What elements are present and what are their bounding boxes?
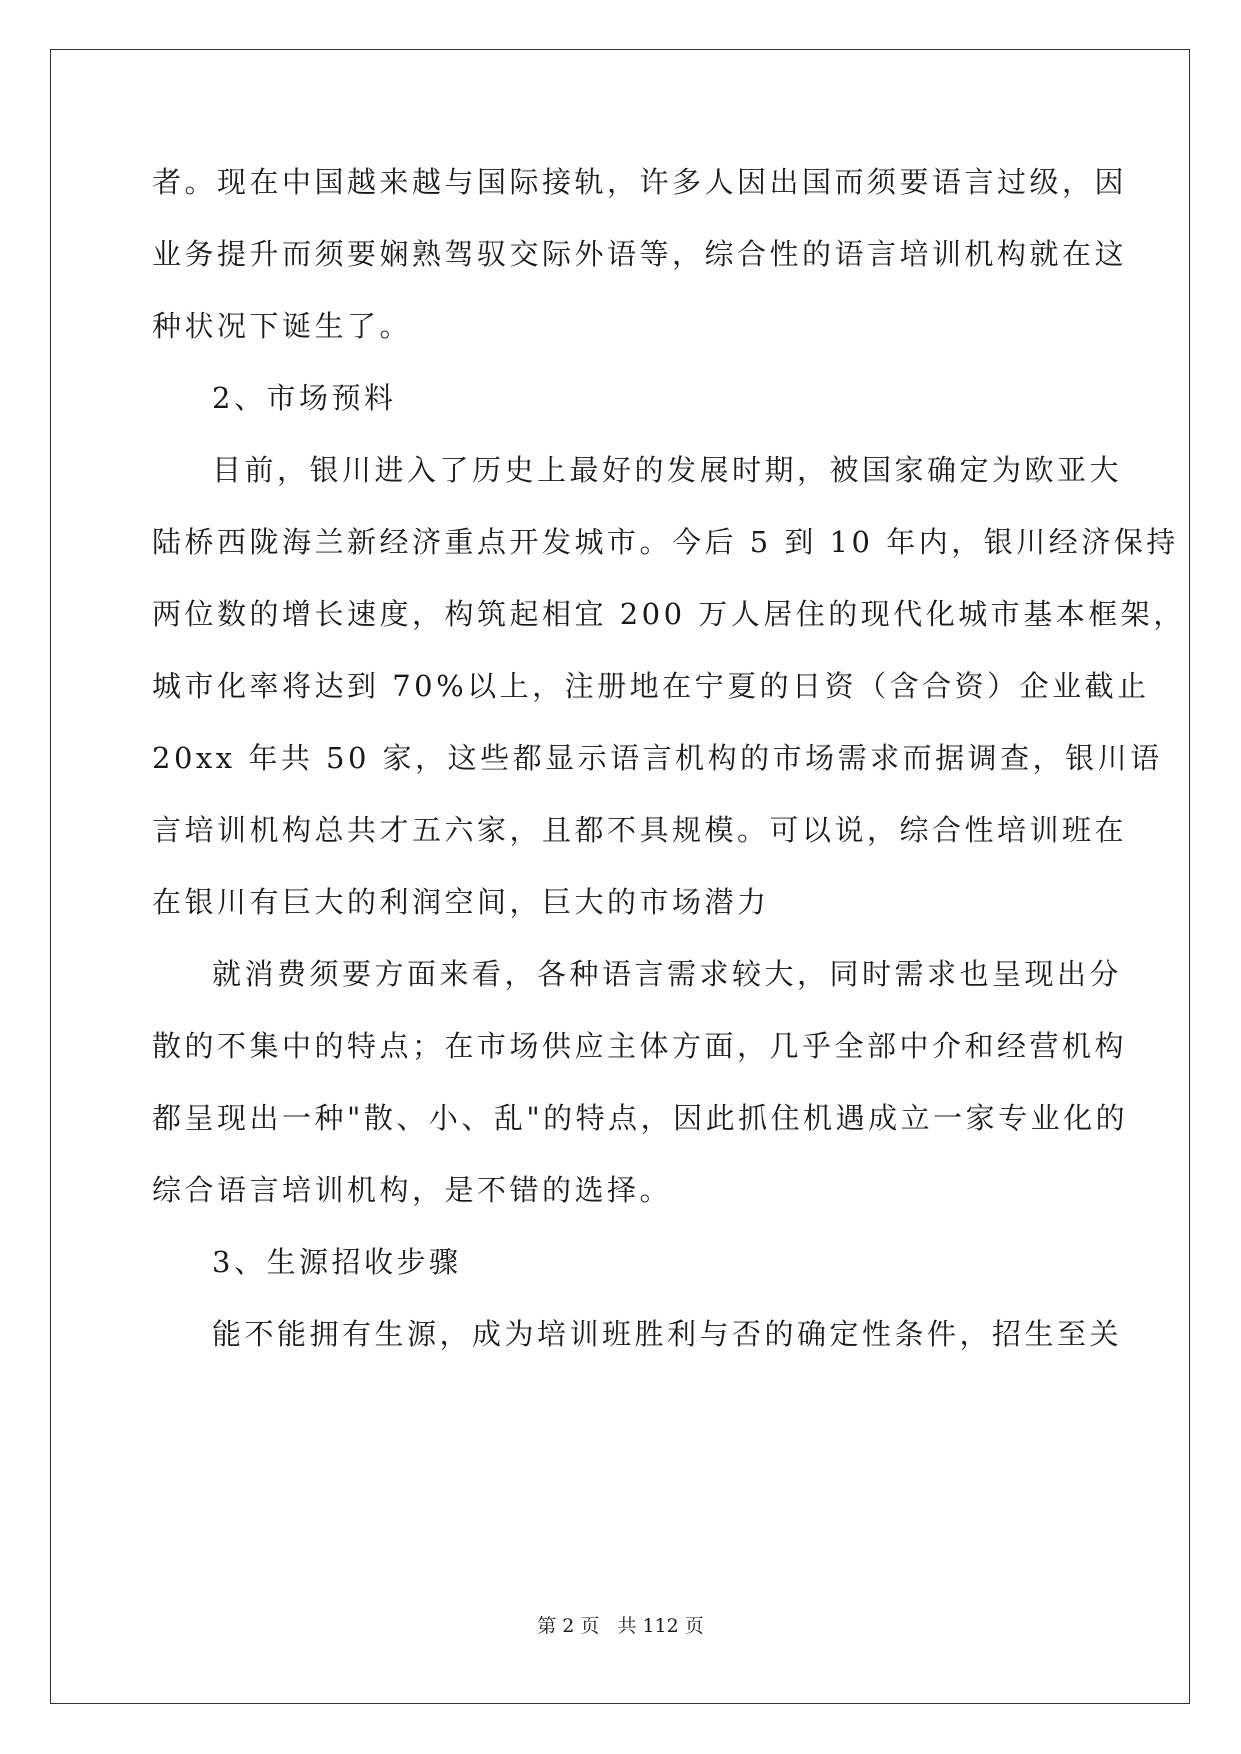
- text-line: 言培训机构总共才五六家，且都不具规模。可以说，综合性培训班在: [152, 813, 1128, 847]
- text-line: 城市化率将达到 70%以上，注册地在宁夏的日资（含合资）企业截止: [152, 669, 1150, 703]
- text-line: 能不能拥有生源，成为培训班胜利与否的确定性条件，招生至关: [212, 1317, 1123, 1351]
- text-line: 20xx 年共 50 家，这些都显示语言机构的市场需求而据调查，银川语: [152, 741, 1163, 775]
- page-total: 共 112 页: [617, 1615, 704, 1637]
- text-line: 目前，银川进入了历史上最好的发展时期，被国家确定为欧亚大: [212, 453, 1123, 487]
- text-line: 业务提升而须要娴熟驾驭交际外语等，综合性的语言培训机构就在这: [152, 237, 1128, 271]
- text-line: 综合语言培训机构，是不错的选择。: [152, 1173, 673, 1207]
- text-line: 种状况下诞生了。: [152, 309, 413, 343]
- page-border: [50, 49, 1190, 1704]
- page-number: 第 2 页: [537, 1615, 600, 1637]
- text-line: 散的不集中的特点；在市场供应主体方面，几乎全部中介和经营机构: [152, 1029, 1128, 1063]
- text-line: 陆桥西陇海兰新经济重点开发城市。今后 5 到 10 年内，银川经济保持: [152, 525, 1179, 559]
- text-line: 在银川有巨大的利润空间，巨大的市场潜力: [152, 885, 770, 919]
- section-heading: 3、生源招收步骤: [212, 1245, 462, 1279]
- text-line: 两位数的增长速度，构筑起相宜 200 万人居住的现代化城市基本框架，: [152, 597, 1186, 631]
- text-line: 者。现在中国越来越与国际接轨，许多人因出国而须要语言过级，因: [152, 165, 1128, 199]
- text-line: 就消费须要方面来看，各种语言需求较大，同时需求也呈现出分: [212, 957, 1123, 991]
- page-footer: [0, 1614, 1241, 1638]
- section-heading: 2、市场预料: [212, 381, 397, 415]
- text-line: 都呈现出一种"散、小、乱"的特点，因此抓住机遇成立一家专业化的: [152, 1101, 1129, 1135]
